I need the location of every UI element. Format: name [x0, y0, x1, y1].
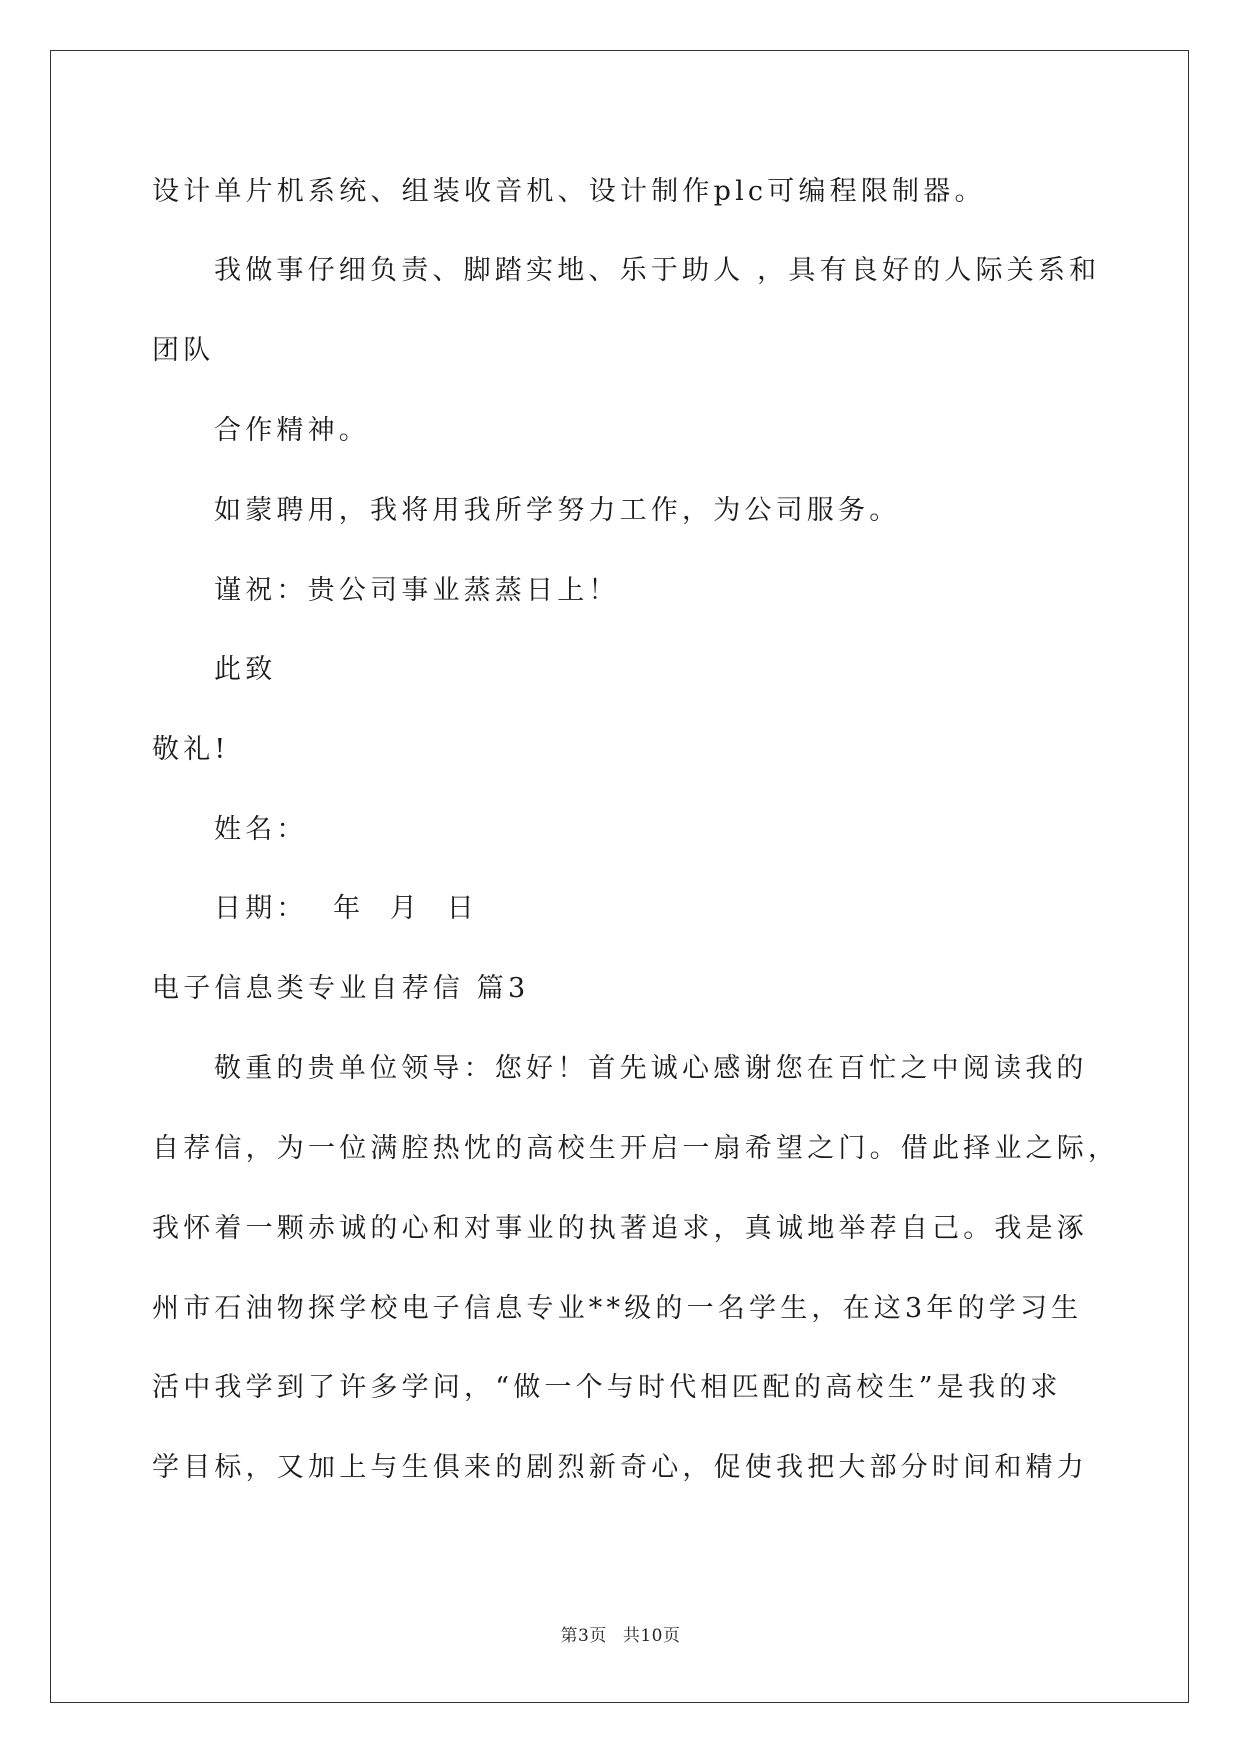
body-line-16: 活中我学到了许多学问，“做一个与时代相匹配的高校生”是我的求 — [152, 1372, 1062, 1403]
body-line-1: 设计单片机系统、组装收音机、设计制作plc可编程限制器。 — [152, 176, 986, 207]
name-line: 姓名： — [214, 814, 308, 845]
salutation-line: 此致 — [214, 654, 277, 685]
page-number-current: 第3页 — [560, 1626, 607, 1646]
body-line-3: 团队 — [152, 335, 215, 366]
body-line-6: 谨祝：贵公司事业蒸蒸日上！ — [214, 575, 620, 606]
page-footer — [0, 1625, 1241, 1647]
body-line-14: 我怀着一颗赤诚的心和对事业的执著追求，真诚地举荐自己。我是涿 — [152, 1213, 1088, 1244]
closing-line: 敬礼! — [152, 734, 230, 765]
body-line-17: 学目标，又加上与生俱来的剧烈新奇心，促使我把大部分时间和精力 — [152, 1452, 1088, 1483]
date-line: 日期： 年 月 日 — [214, 893, 478, 924]
body-line-5: 如蒙聘用，我将用我所学努力工作，为公司服务。 — [214, 495, 901, 526]
page-number-total: 共10页 — [622, 1626, 681, 1646]
body-line-4: 合作精神。 — [214, 415, 370, 446]
body-line-15: 州市石油物探学校电子信息专业**级的一名学生，在这3年的学习生 — [152, 1293, 1083, 1324]
body-line-12: 敬重的贵单位领导：您好！首先诚心感谢您在百忙之中阅读我的 — [214, 1053, 1088, 1084]
body-line-2: 我做事仔细负责、脚踏实地、乐于助人 ，具有良好的人际关系和 — [214, 255, 1101, 286]
section-heading: 电子信息类专业自荐信 篇3 — [152, 973, 530, 1004]
body-line-13: 自荐信，为一位满腔热忱的高校生开启一扇希望之门。借此择业之际， — [152, 1133, 1120, 1164]
